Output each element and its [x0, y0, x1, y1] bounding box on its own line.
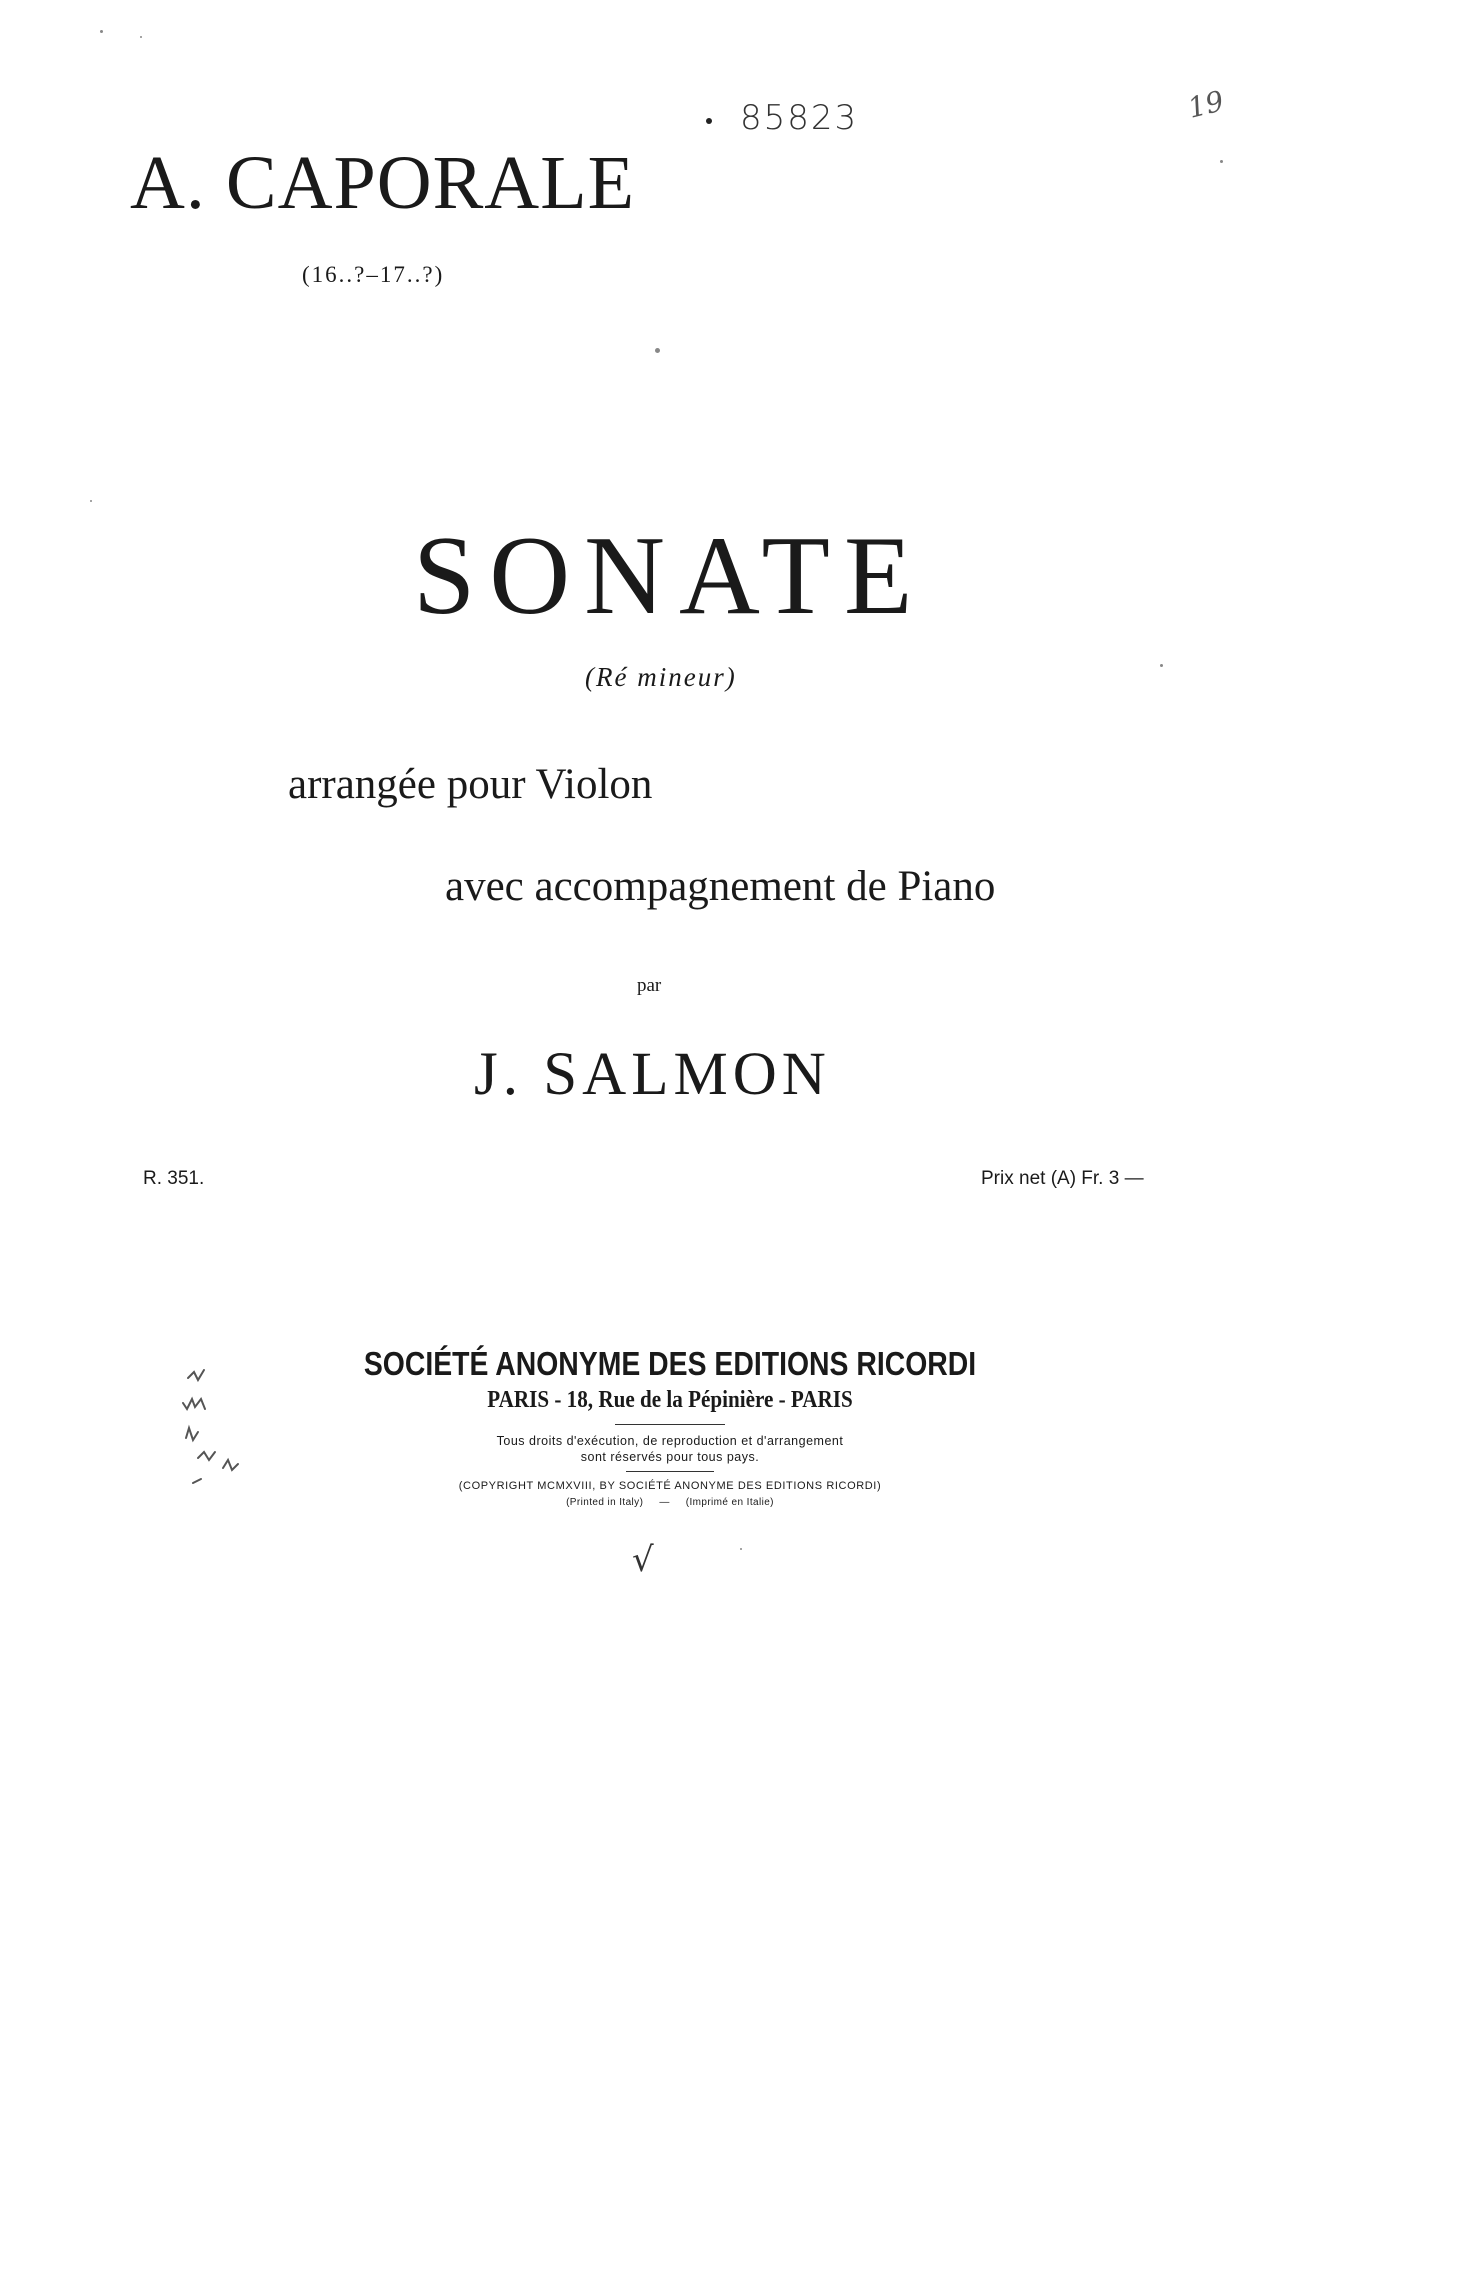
printed-en: (Printed in Italy) — [566, 1497, 644, 1508]
scan-speck — [1160, 664, 1163, 667]
scan-speck — [100, 30, 103, 33]
printed-line — [250, 1496, 1090, 1510]
divider — [626, 1471, 714, 1472]
printed-separator: — — [659, 1497, 670, 1508]
scan-speck — [740, 1548, 742, 1550]
rights-line-1: Tous droits d'exécution, de reproduction et d'arrangement — [496, 1434, 844, 1448]
divider — [615, 1424, 725, 1425]
catalog-dot — [706, 118, 712, 124]
price: Prix net (A) Fr. 3 — — [981, 1168, 1144, 1189]
publisher-name: SOCIÉTÉ ANONYME DES EDITIONS RICORDI — [363, 1345, 977, 1382]
scan-speck — [140, 36, 142, 38]
composer-name: A. CAPORALE — [130, 141, 636, 225]
arranger-name: J. SALMON — [474, 1041, 831, 1108]
arrangement-line-1: arrangée pour Violon — [288, 761, 653, 808]
copyright-line: (COPYRIGHT MCMXVIII, BY SOCIÉTÉ ANONYME DES EDITIONS RICORDI) — [458, 1480, 882, 1492]
handwritten-mark-top: 19 — [1184, 84, 1228, 125]
by-label: par — [637, 975, 662, 996]
publisher-block — [250, 1345, 1090, 1510]
scan-speck — [90, 500, 92, 502]
work-title: SONATE — [413, 514, 927, 638]
scan-speck — [655, 348, 660, 353]
work-key: (Ré mineur) — [585, 662, 737, 692]
scan-speck — [1220, 160, 1223, 163]
handwritten-check-mark: √ — [632, 1540, 654, 1580]
printed-fr: (Imprimé en Italie) — [685, 1497, 774, 1508]
catalog-number: 85823 — [740, 98, 859, 138]
edition-number: R. 351. — [143, 1168, 205, 1189]
arrangement-line-2: avec accompagnement de Piano — [445, 863, 996, 910]
publisher-address: PARIS - 18, Rue de la Pépinière - PARIS — [487, 1387, 853, 1413]
composer-dates: (16..?–17..?) — [302, 262, 445, 287]
rights-line-2: sont réservés pour tous pays. — [580, 1450, 760, 1464]
